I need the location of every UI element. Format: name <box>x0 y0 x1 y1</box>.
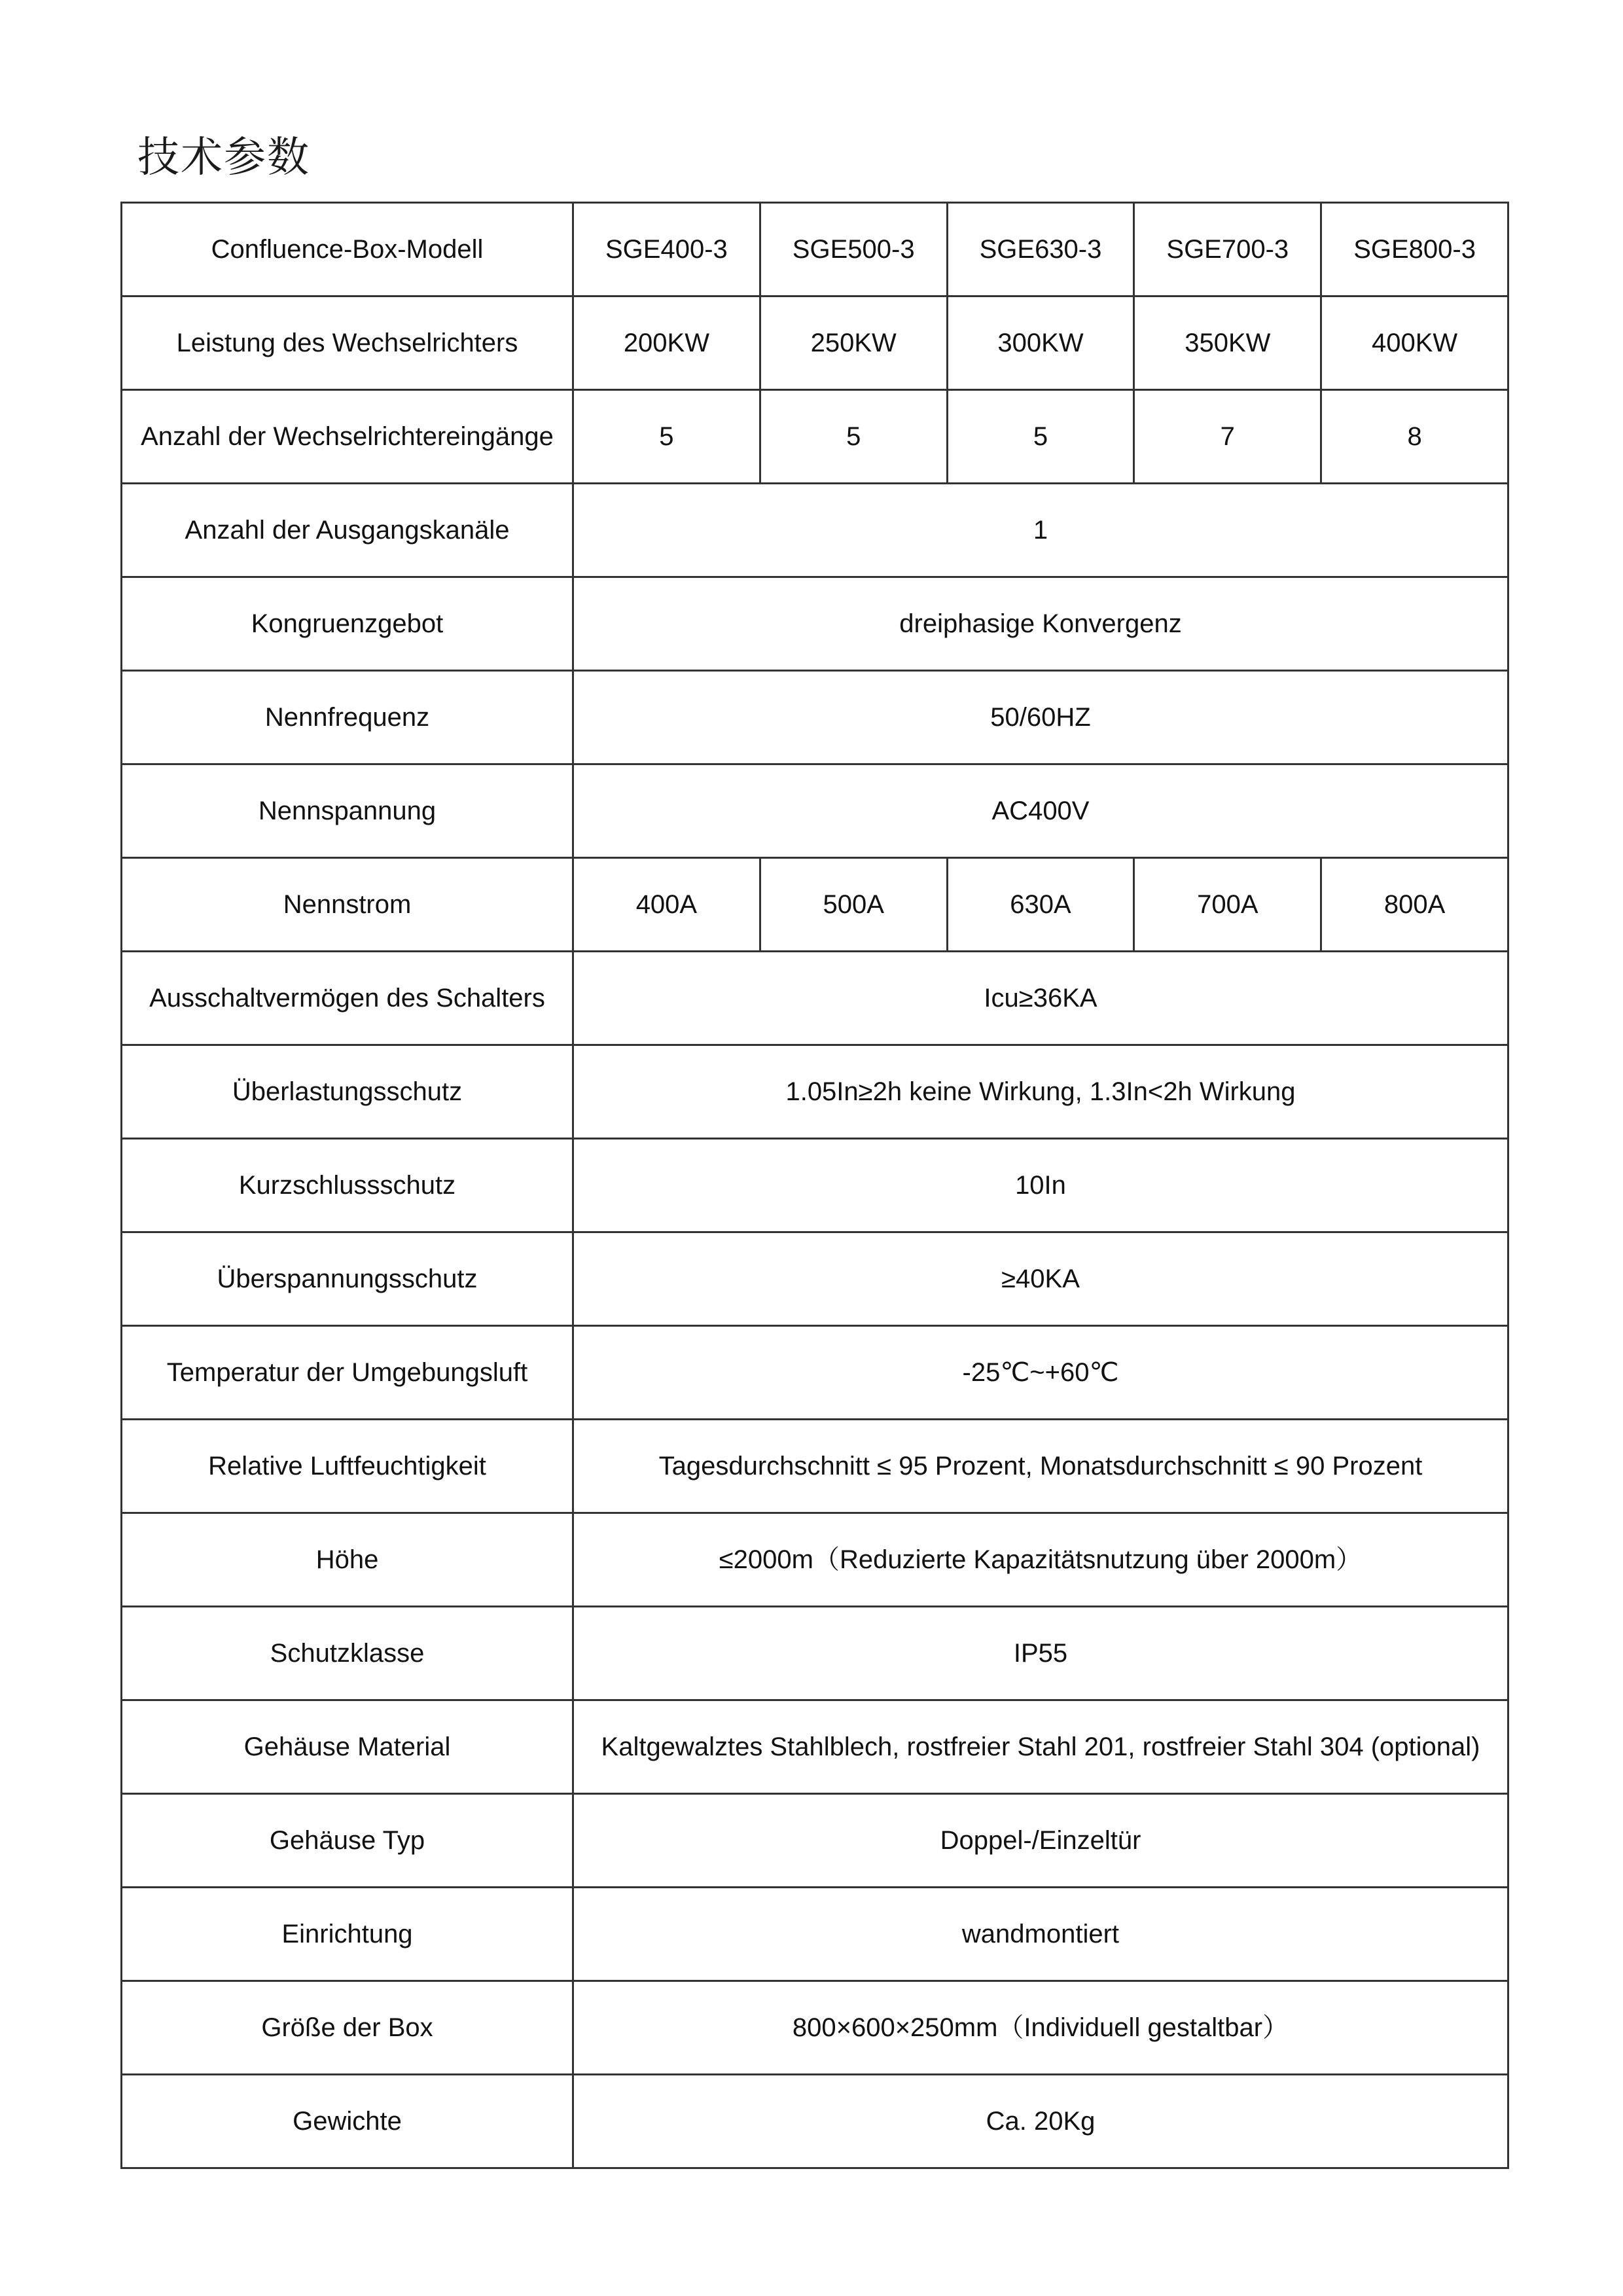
row-label: Leistung des Wechselrichters <box>122 296 573 390</box>
value-cell: 5 <box>947 390 1134 484</box>
value-cell: 700A <box>1134 858 1321 952</box>
value-cell: 400KW <box>1321 296 1508 390</box>
value-cell: Doppel-/Einzeltür <box>573 1794 1508 1888</box>
row-housing-type <box>122 1794 1508 1888</box>
row-inverter-power <box>122 296 1508 390</box>
row-protection-class <box>122 1607 1508 1700</box>
row-label: Gehäuse Typ <box>122 1794 573 1888</box>
spec-table <box>120 202 1509 2169</box>
row-label: Temperatur der Umgebungsluft <box>122 1326 573 1420</box>
row-label: Gewichte <box>122 2075 573 2168</box>
row-label: Überlastungsschutz <box>122 1045 573 1139</box>
row-ambient-temperature <box>122 1326 1508 1420</box>
value-cell: 800×600×250mm（Individuell gestaltbar） <box>573 1981 1508 2075</box>
value-cell: AC400V <box>573 764 1508 858</box>
row-rated-current <box>122 858 1508 952</box>
row-relative-humidity <box>122 1420 1508 1513</box>
value-cell: 10In <box>573 1139 1508 1232</box>
row-altitude <box>122 1513 1508 1607</box>
value-cell: ≤2000m（Reduzierte Kapazitätsnutzung über 2000m） <box>573 1513 1508 1607</box>
row-short-circuit <box>122 1139 1508 1232</box>
value-cell: 1 <box>573 484 1508 577</box>
row-inverter-inputs <box>122 390 1508 484</box>
value-cell: Ca. 20Kg <box>573 2075 1508 2168</box>
row-rated-voltage <box>122 764 1508 858</box>
model-cell: SGE400-3 <box>573 203 760 296</box>
value-cell: 630A <box>947 858 1134 952</box>
row-label: Anzahl der Ausgangskanäle <box>122 484 573 577</box>
row-label: Überspannungsschutz <box>122 1232 573 1326</box>
model-cell: SGE700-3 <box>1134 203 1321 296</box>
row-box-size <box>122 1981 1508 2075</box>
row-installation <box>122 1888 1508 1981</box>
value-cell: 5 <box>573 390 760 484</box>
page-title: 技术参数 <box>137 134 310 182</box>
value-cell: Tagesdurchschnitt ≤ 95 Prozent, Monatsdurchschnitt ≤ 90 Prozent <box>573 1420 1508 1513</box>
row-label: Nennstrom <box>122 858 573 952</box>
value-cell: IP55 <box>573 1607 1508 1700</box>
value-cell: Icu≥36KA <box>573 952 1508 1045</box>
row-model <box>122 203 1508 296</box>
value-cell: 350KW <box>1134 296 1321 390</box>
value-cell: 1.05In≥2h keine Wirkung, 1.3In<2h Wirkung <box>573 1045 1508 1139</box>
row-surge-protection <box>122 1232 1508 1326</box>
row-label: Größe der Box <box>122 1981 573 2075</box>
value-cell: 200KW <box>573 296 760 390</box>
row-label: Ausschaltvermögen des Schalters <box>122 952 573 1045</box>
row-rated-frequency <box>122 671 1508 764</box>
row-label: Einrichtung <box>122 1888 573 1981</box>
row-label: Anzahl der Wechselrichtereingänge <box>122 390 573 484</box>
value-cell: 5 <box>760 390 947 484</box>
value-cell: Kaltgewalztes Stahlblech, rostfreier Stahl 201, rostfreier Stahl 304 (optional) <box>573 1700 1508 1794</box>
model-cell: SGE800-3 <box>1321 203 1508 296</box>
model-cell: SGE630-3 <box>947 203 1134 296</box>
row-breaking-capacity <box>122 952 1508 1045</box>
value-cell: dreiphasige Konvergenz <box>573 577 1508 671</box>
value-cell: 7 <box>1134 390 1321 484</box>
value-cell: -25℃~+60℃ <box>573 1326 1508 1420</box>
row-label: Kurzschlussschutz <box>122 1139 573 1232</box>
row-label: Nennspannung <box>122 764 573 858</box>
row-label: Kongruenzgebot <box>122 577 573 671</box>
row-weight <box>122 2075 1508 2168</box>
row-output-channels <box>122 484 1508 577</box>
row-label: Relative Luftfeuchtigkeit <box>122 1420 573 1513</box>
row-label: Gehäuse Material <box>122 1700 573 1794</box>
row-congruence <box>122 577 1508 671</box>
value-cell: ≥40KA <box>573 1232 1508 1326</box>
row-label: Schutzklasse <box>122 1607 573 1700</box>
value-cell: 300KW <box>947 296 1134 390</box>
row-label: Nennfrequenz <box>122 671 573 764</box>
model-cell: SGE500-3 <box>760 203 947 296</box>
row-label: Confluence-Box-Modell <box>122 203 573 296</box>
value-cell: 250KW <box>760 296 947 390</box>
value-cell: 50/60HZ <box>573 671 1508 764</box>
value-cell: wandmontiert <box>573 1888 1508 1981</box>
value-cell: 8 <box>1321 390 1508 484</box>
row-label: Höhe <box>122 1513 573 1607</box>
value-cell: 800A <box>1321 858 1508 952</box>
value-cell: 400A <box>573 858 760 952</box>
row-overload-protection <box>122 1045 1508 1139</box>
row-housing-material <box>122 1700 1508 1794</box>
value-cell: 500A <box>760 858 947 952</box>
